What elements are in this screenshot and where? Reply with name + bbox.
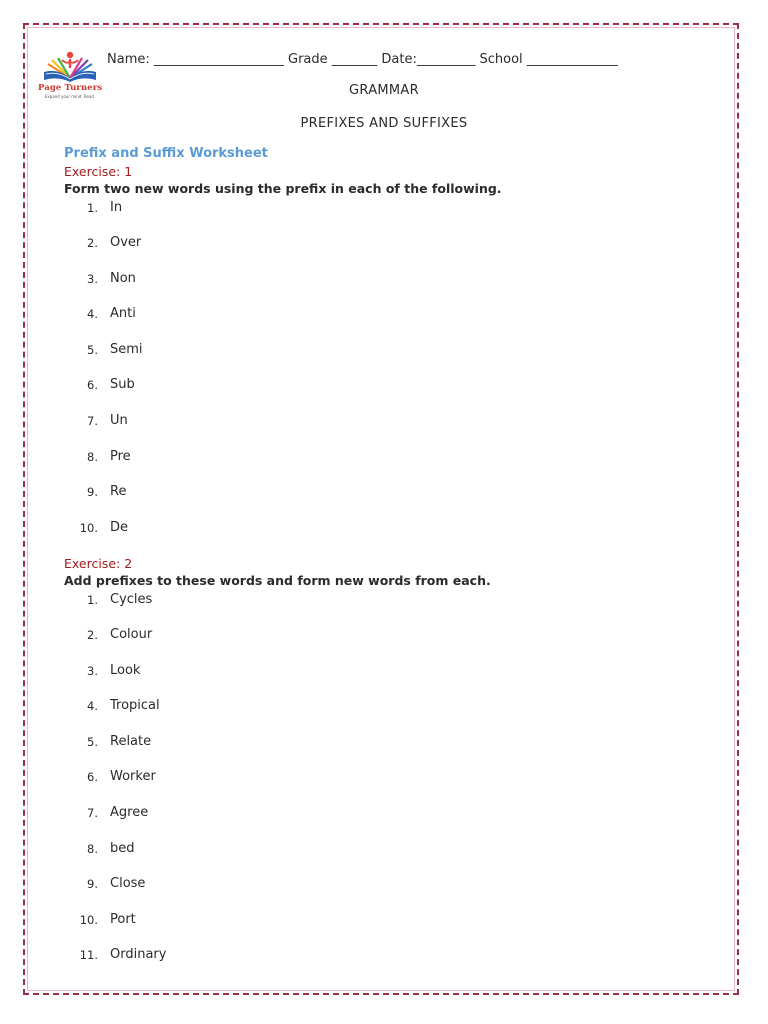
item-word: Non	[110, 271, 136, 286]
item-number: 4.	[87, 307, 98, 321]
item-number: 3.	[87, 272, 98, 286]
item-number: 10.	[79, 521, 98, 535]
item-number: 1.	[87, 201, 98, 215]
item-number: 7.	[87, 806, 98, 820]
item-number: 3.	[87, 664, 98, 678]
item-word: Cycles	[110, 592, 153, 607]
item-word: bed	[110, 841, 135, 856]
item-number: 4.	[87, 699, 98, 713]
exercise-1-label: Exercise: 1	[64, 164, 133, 179]
item-word: Close	[110, 876, 146, 891]
item-number: 5.	[87, 735, 98, 749]
worksheet-heading: Prefix and Suffix Worksheet	[64, 146, 268, 161]
item-word: Over	[110, 235, 142, 250]
item-word: Worker	[110, 769, 156, 784]
item-word: Pre	[110, 449, 131, 464]
item-number: 11.	[79, 948, 98, 962]
item-number: 6.	[87, 770, 98, 784]
item-word: Tropical	[110, 698, 160, 713]
item-word: Un	[110, 413, 128, 428]
item-word: Sub	[110, 377, 135, 392]
item-word: Ordinary	[110, 947, 167, 962]
item-number: 2.	[87, 628, 98, 642]
exercise-2-label: Exercise: 2	[64, 556, 133, 571]
logo-tagline: Expand your mind. Read.	[44, 94, 96, 99]
item-word: Agree	[110, 805, 149, 820]
item-word: De	[110, 520, 129, 535]
item-number: 8.	[87, 450, 98, 464]
item-word: Relate	[110, 734, 152, 749]
item-number: 10.	[79, 913, 98, 927]
item-word: Colour	[110, 627, 153, 642]
item-word: Port	[110, 912, 136, 927]
item-number: 9.	[87, 877, 98, 891]
item-word: Anti	[110, 306, 136, 321]
logo-name: Page Turners	[38, 83, 103, 93]
exercise-2-instruction: Add prefixes to these words and form new words from each.	[64, 573, 491, 588]
item-number: 9.	[87, 485, 98, 499]
topic-title: PREFIXES AND SUFFIXES	[300, 116, 468, 131]
item-word: Look	[110, 663, 141, 678]
item-number: 6.	[87, 378, 98, 392]
item-number: 1.	[87, 593, 98, 607]
item-word: In	[110, 200, 123, 215]
item-number: 5.	[87, 343, 98, 357]
item-number: 7.	[87, 414, 98, 428]
exercise-1-instruction: Form two new words using the prefix in each of the following.	[64, 181, 502, 196]
item-number: 8.	[87, 842, 98, 856]
student-info-line: Name: ____________________ Grade _______ Date:_________ School ______________	[107, 52, 618, 67]
subject-title: GRAMMAR	[349, 83, 419, 98]
item-word: Semi	[110, 342, 143, 357]
item-number: 2.	[87, 236, 98, 250]
item-word: Re	[110, 484, 127, 499]
